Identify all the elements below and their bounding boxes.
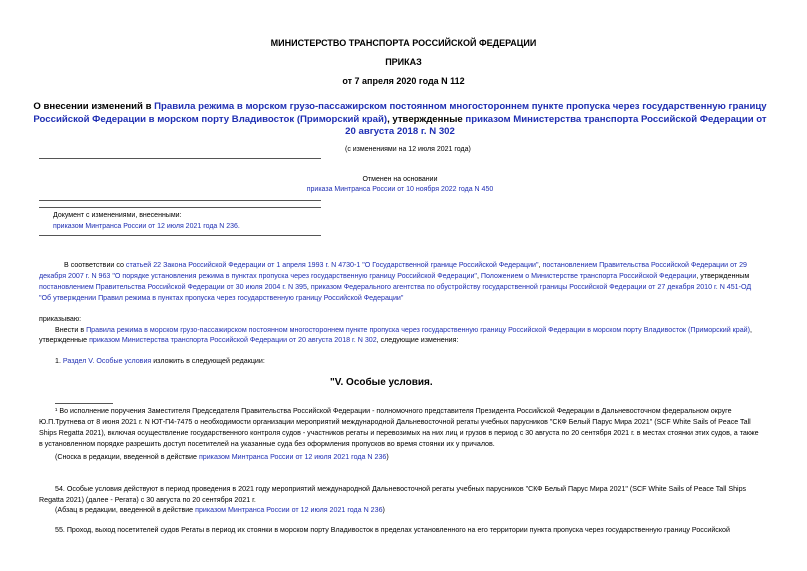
section-heading: "V. Особые условия.	[330, 377, 433, 388]
amend-rules-link[interactable]: Правила режима в морском грузо-пассажирском постоянном многостороннем пункте пропуска через государственную границу Российской Федерации в морском порту Владивосток (Приморский край)	[86, 326, 750, 334]
preamble-text: ,	[306, 283, 311, 291]
divider	[39, 207, 321, 208]
law-article-link[interactable]: статьей 22 Закона Российской Федерации от 1 апреля 1993 г. N 4730-1 "О Государственной границе Российской Федерации"	[125, 261, 539, 269]
footnote-line-2: Ю.П.Трутнева от 8 июня 2021 г. N ЮТ-П4-7475 о необходимости организации мероприятий международной Дальневосточной регаты учебных парусников "СКФ Белый Парус Мира 2021" (SCF White Sails of Peace Tall	[39, 418, 751, 426]
title-middle: , утвержденные	[387, 113, 466, 125]
divider	[39, 235, 321, 236]
divider	[39, 200, 321, 201]
note-text: (Абзац в редакции, введенной в действие	[55, 506, 196, 514]
amend-text: утвержденные	[39, 336, 90, 344]
preamble-text: , утвержденным	[696, 272, 750, 280]
preamble-line-2	[39, 271, 770, 282]
resolution-395-link[interactable]: постановлением Правительства Российской Федерации от 30 июля 2004 г. N 395	[39, 283, 307, 291]
p54-order-link[interactable]: приказом Минтранса России от 12 июля 2021 года N 236	[195, 506, 383, 514]
note-text: )	[386, 453, 389, 461]
divider	[39, 158, 321, 159]
footnote-order-link[interactable]: приказом Минтранса России от 12 июля 2021 года N 236	[198, 453, 387, 461]
preamble-text: В соответствии со	[64, 261, 126, 269]
amend-line-1	[55, 325, 770, 336]
ministry-heading: МИНИСТЕРСТВО ТРАНСПОРТА РОССИЙСКОЙ ФЕДЕРАЦИИ	[270, 38, 537, 48]
preamble-text: ,	[476, 272, 481, 280]
rules-approval-link[interactable]: "Об утверждении Правил режима в пунктах пропуска через государственную границу Российской Федерации"	[39, 294, 404, 302]
changes-label: Документ с изменениями, внесенными:	[53, 212, 182, 219]
preamble-line-1	[64, 260, 770, 271]
doc-type-heading: ПРИКАЗ	[385, 57, 422, 67]
footnote-line-3: Ships Regatta 2021), включая осуществление государственного контроля судов - участников регаты и перевозимых на них лиц и грузов в период с 30 августа по 20 сентября 2021 г. в местах стоянки этих судов, а также	[39, 429, 759, 437]
section-v-link[interactable]: Раздел V. Особые условия	[62, 357, 152, 365]
amend-text: , следующие изменения:	[376, 336, 459, 344]
cancelled-text: Отменен на основании	[362, 176, 438, 183]
title-rules-link[interactable]: Правила режима в морском грузо-пассажирском постоянном многостороннем пункте пропуска через государственную границу Российской Федерации в морском порту Владивосток (Приморский край)	[33, 101, 767, 125]
amend-line-2	[39, 335, 770, 346]
title-prefix: О внесении изменений в	[33, 101, 155, 112]
agency-order-link[interactable]: приказом Федерального агентства по обустройству государственной границы Российской Федерации от 27 декабря 2010 г. N 451-ОД	[310, 283, 752, 291]
paragraph-54-note	[55, 505, 385, 516]
resolution-963-link[interactable]: декабря 2007 г. N 963 "О порядке установления режима в пунктах пропуска через государственную границу Российской Федерации"	[39, 272, 477, 280]
note-text: (Сноска в редакции, введенной в действие	[55, 453, 199, 461]
item-number: 1.	[55, 357, 63, 365]
footnote-line-4: в установленном порядке разрешить доступ посетителей на указанные суда без оформления пропусков во время стоянки их у причалов.	[39, 440, 495, 448]
paragraph-54-line-2: Regatta 2021) (далее - Регата) с 30 августа по 20 сентября 2021 г.	[39, 496, 256, 504]
date-number-heading: от 7 апреля 2020 года N 112	[342, 76, 465, 86]
title-order-link[interactable]: приказом Министерства транспорта Российской Федерации от 20 августа 2018 г. N 302	[345, 113, 767, 137]
cancel-order-link[interactable]: приказа Минтранса России от 10 ноября 2022 года N 450	[306, 186, 494, 193]
paragraph-54-line-1: 54. Особые условия действуют в период проведения в 2021 году мероприятий международной Дальневосточной регаты учебных парусников "СКФ Белый Парус Мира 2021" (SCF White Sails of Peace Tall Ships	[55, 485, 747, 493]
item-text: изложить в следующей редакции:	[151, 357, 265, 365]
revision-note: (с изменениями на 12 июля 2021 года)	[345, 146, 471, 153]
footnote-divider	[55, 403, 113, 404]
amend-order-link[interactable]: приказом Министерства транспорта Российской Федерации от 20 августа 2018 г. N 302	[89, 336, 377, 344]
footnote-line-1: ¹ Во исполнение поручения Заместителя Председателя Правительства Российской Федерации - полномочного представителя Президента Российской Федерации в Дальневосточном федеральном округе	[55, 407, 732, 415]
order-word: приказываю:	[39, 315, 82, 323]
cancelled-link-line	[250, 186, 550, 193]
preamble-text: ,	[538, 261, 543, 269]
amend-text: ,	[749, 326, 752, 334]
amend-text: Внести в	[55, 326, 87, 334]
changes-order-link[interactable]: приказом Минтранса России от 12 июля 2021 года N 236.	[53, 223, 240, 230]
government-resolution-link[interactable]: постановлением Правительства Российской Федерации от 29	[542, 261, 748, 269]
footnote-note	[55, 452, 389, 463]
preamble-line-3	[39, 282, 770, 293]
document-title	[30, 101, 770, 139]
ministry-regulation-link[interactable]: Положением о Министерстве транспорта Российской Федерации	[480, 272, 697, 280]
paragraph-55-line-1: 55. Проход, выход посетителей судов Регаты в период их стоянки в морском порту Владивосток в пределах установленного на его территории пункта пропуска через государственную границу Российской	[55, 526, 730, 534]
preamble-line-4	[39, 293, 770, 304]
note-text: )	[382, 506, 385, 514]
changes-link-line	[53, 223, 240, 230]
item-1	[55, 356, 265, 367]
